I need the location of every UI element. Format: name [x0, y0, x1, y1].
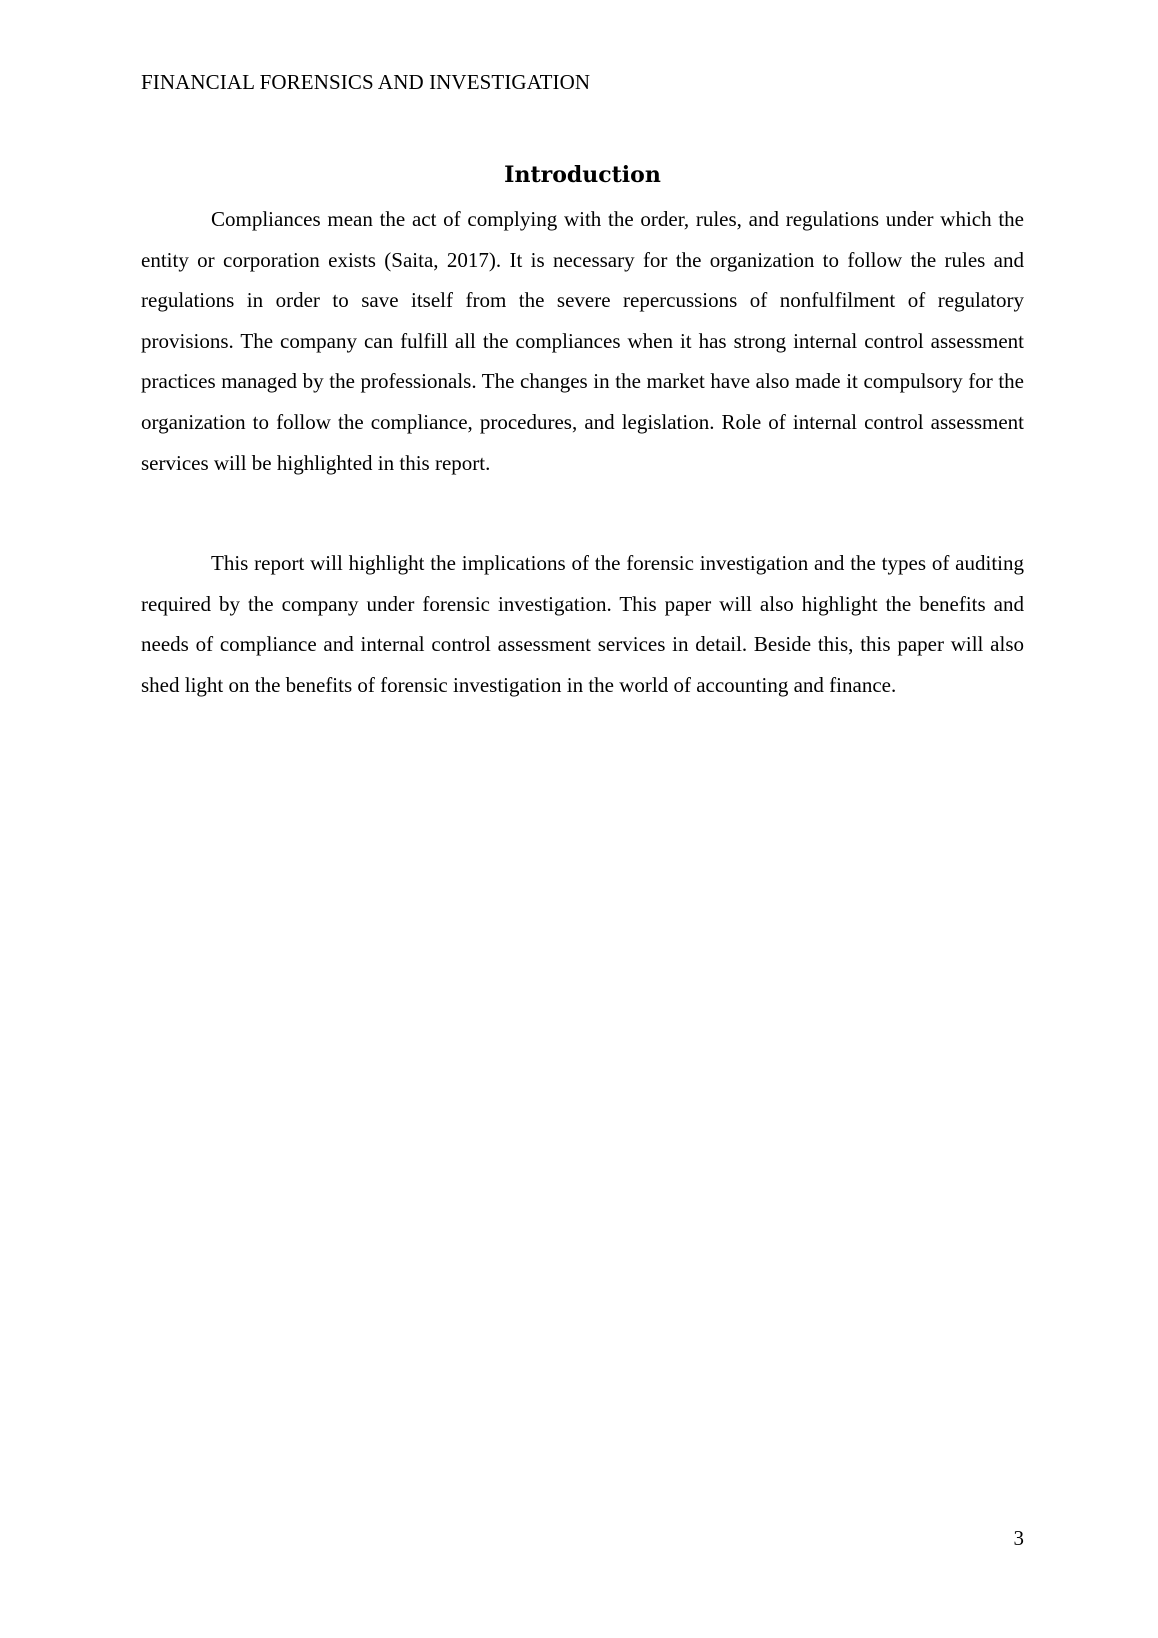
section-heading: Introduction [504, 162, 661, 188]
running-head: FINANCIAL FORENSICS AND INVESTIGATION [141, 70, 591, 94]
paragraph-2: This report will highlight the implications of the forensic investigation and the types of auditing required by the company under forensic investigation. This paper will also highlight the benefits and needs of compliance and internal control assessment services in detail. Beside this, this paper will also shed light on the benefits of forensic investigation in the world of accounting and finance. [141, 551, 1024, 697]
page-number: 3 [1013, 1526, 1024, 1550]
paragraph-1: Compliances mean the act of complying with the order, rules, and regulations under which the entity or corporation exists (Saita, 2017). It is necessary for the organization to follow the rules and regulations in order to save itself from the severe repercussions of nonfulfilment of regulatory provisions. The company can fulfill all the compliances when it has strong internal control assessment practices managed by the professionals. The changes in the market have also made it compulsory for the organization to follow the compliance, procedures, and legislation. Role of internal control assessment services will be highlighted in this report. [141, 207, 1024, 475]
